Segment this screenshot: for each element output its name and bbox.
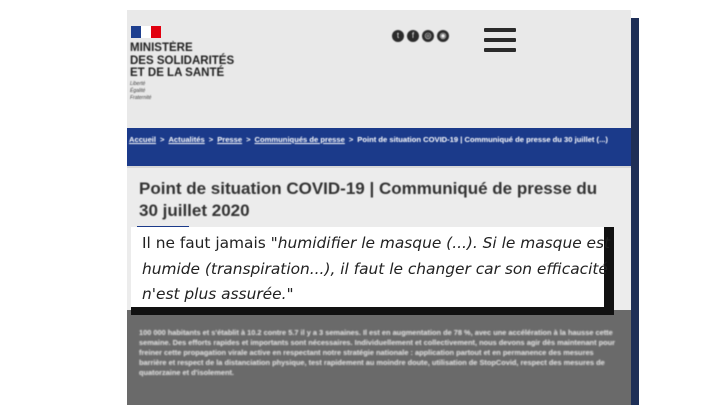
- site-header: [127, 10, 631, 128]
- menu-bar: [484, 48, 516, 52]
- quote-close: ": [286, 285, 294, 303]
- social-links: [392, 30, 449, 42]
- breadcrumb-item-communiques[interactable]: Communiqués de presse: [254, 135, 345, 144]
- page-side-shadow: [631, 18, 639, 405]
- ministry-name[interactable]: [130, 42, 270, 80]
- motto-line: Égalité: [130, 88, 146, 94]
- breadcrumb-separator: >: [246, 135, 251, 144]
- breadcrumb: [129, 135, 629, 144]
- breadcrumb-separator: >: [208, 135, 214, 144]
- french-flag-logo: [131, 26, 161, 38]
- breadcrumb-item-current: Point de situation COVID-19 | Communiqué de presse du 30 juillet (...): [357, 135, 608, 144]
- quote-overlay: [131, 227, 614, 315]
- breadcrumb-item-presse[interactable]: Presse: [217, 135, 243, 144]
- breadcrumb-item-accueil[interactable]: Accueil: [129, 135, 157, 144]
- quote-emphasis: humidifier le masque (...). Si le masque est humide (transpiration...), il faut le changer car son efficacité n'est plus assurée.: [142, 234, 611, 303]
- menu-bar: [484, 38, 516, 42]
- facebook-icon[interactable]: f: [407, 30, 419, 42]
- menu-bar: [484, 28, 516, 32]
- article-paragraph: 100 000 habitants et s'établit à 10.2 contre 5.7 il y a 3 semaines. Il est en augmentation de 78 %, avec une accélération à la hausse cette semaine. Des efforts rapides et importants sont nécessaires. Individuellement et collectivement, nous devons agir dès maintenant pour freiner cette propagation virale active en respectant notre stratégie nationale : application partout et en permanence des mesures barrière et respect de la distanciation physique, test rapidement au moindre doute, utilisation de StopCovid, respect des mesures de quatorzaine et d'isolement.: [139, 328, 616, 377]
- divider: [127, 166, 631, 168]
- republic-motto: [130, 81, 151, 102]
- breadcrumb-item-actualites[interactable]: Actualités: [168, 135, 205, 144]
- breadcrumb-bar: [127, 128, 631, 166]
- ministry-line: ET DE LA SANTÉ: [130, 67, 225, 79]
- motto-line: Liberté: [130, 81, 146, 87]
- breadcrumb-separator: >: [160, 135, 165, 144]
- ministry-line: DES SOLIDARITÉS: [130, 54, 235, 67]
- flag-blue-stripe: [131, 26, 141, 38]
- ministry-line: MINISTÈRE: [130, 42, 193, 54]
- hamburger-menu-icon[interactable]: [484, 28, 516, 54]
- page-title: Point de situation COVID-19 | Communiqué de presse du 30 juillet 2020: [139, 179, 598, 220]
- rss-icon[interactable]: ◉: [437, 30, 449, 42]
- flag-white-stripe: [141, 26, 151, 38]
- flag-red-stripe: [151, 26, 161, 38]
- website-screenshot: [127, 10, 631, 405]
- motto-line: Fraternité: [130, 95, 152, 101]
- breadcrumb-separator: >: [348, 135, 354, 144]
- quote-text: [142, 231, 612, 308]
- twitter-icon[interactable]: t: [392, 30, 404, 42]
- instagram-icon[interactable]: ◎: [422, 30, 434, 42]
- quote-lead: Il ne faut jamais ": [142, 234, 278, 252]
